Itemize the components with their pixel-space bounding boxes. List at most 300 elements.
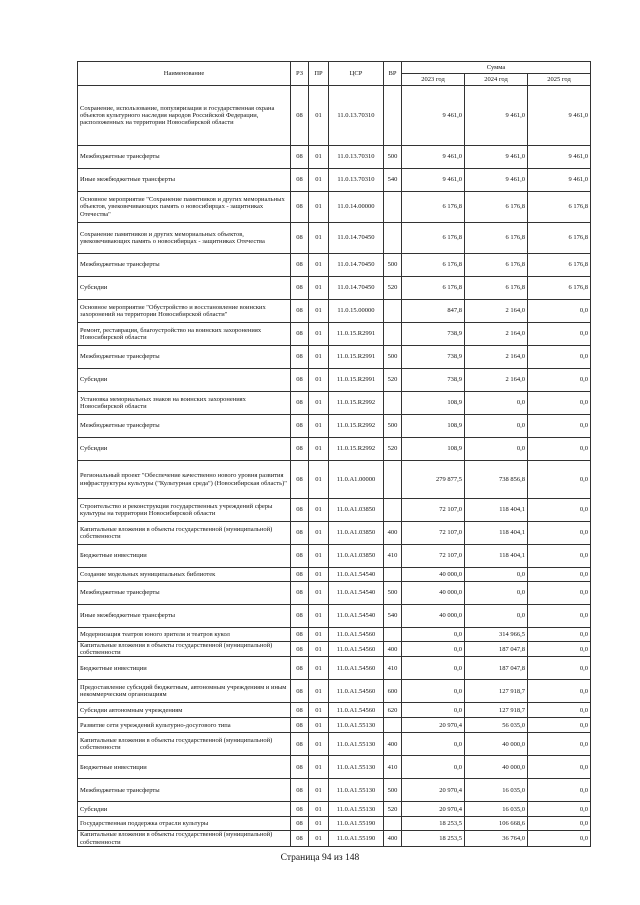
row-rz-cell: 08 [291,323,309,346]
row-csr-cell: 11.0.14.00000 [329,192,384,223]
row-csr-cell: 11.0.A1.55130 [329,733,384,756]
row-vr-cell: 520 [384,438,402,461]
row-name-cell: Субсидии [78,277,291,300]
row-vr-cell: 400 [384,522,402,545]
table-row [78,346,591,369]
row-sum-2025-cell: 6 176,8 [528,192,591,223]
row-sum-2025-cell: 0,0 [528,415,591,438]
row-sum-2024-cell: 127 918,7 [465,680,528,703]
row-vr-cell: 410 [384,756,402,779]
row-vr-cell: 500 [384,146,402,169]
row-rz-cell: 08 [291,300,309,323]
table-row [78,223,591,254]
row-sum-2023-cell: 18 253,5 [402,817,465,831]
row-name-cell: Предоставление субсидий бюджетным, автономным учреждениям и иным некоммерческим организациям [78,680,291,703]
row-sum-2023-cell: 72 107,0 [402,522,465,545]
row-pr-cell: 01 [309,223,329,254]
row-sum-2024-cell: 187 047,8 [465,657,528,680]
row-rz-cell: 08 [291,817,309,831]
row-sum-2023-cell: 6 176,8 [402,223,465,254]
row-sum-2024-cell: 6 176,8 [465,223,528,254]
row-sum-2023-cell: 108,9 [402,438,465,461]
row-sum-2025-cell: 9 461,0 [528,86,591,146]
row-sum-2024-cell: 118 404,1 [465,522,528,545]
row-sum-2025-cell: 0,0 [528,392,591,415]
table-row [78,323,591,346]
row-name-cell: Сохранение памятников и других мемориальных объектов, увековечивающих память о новосибирцах - защитниках Отечества [78,223,291,254]
row-csr-cell: 11.0.15.R2991 [329,323,384,346]
row-csr-cell: 11.0.A1.54560 [329,657,384,680]
row-name-cell: Межбюджетные трансферты [78,779,291,802]
row-sum-2025-cell: 0,0 [528,831,591,846]
row-name-cell: Основное мероприятие "Обустройство и восстановление воинских захоронений на территории Новосибирской области" [78,300,291,323]
row-sum-2025-cell: 0,0 [528,582,591,605]
row-sum-2023-cell: 738,9 [402,369,465,392]
row-csr-cell: 11.0.A1.55190 [329,817,384,831]
row-sum-2025-cell: 0,0 [528,657,591,680]
row-pr-cell: 01 [309,779,329,802]
table-row [78,300,591,323]
row-pr-cell: 01 [309,582,329,605]
table-row [78,438,591,461]
row-rz-cell: 08 [291,369,309,392]
row-pr-cell: 01 [309,499,329,522]
table-row [78,802,591,817]
row-pr-cell: 01 [309,369,329,392]
header-pr: ПР [309,62,329,86]
row-vr-cell: 400 [384,733,402,756]
row-pr-cell: 01 [309,277,329,300]
row-vr-cell [384,628,402,642]
row-vr-cell [384,300,402,323]
table-row [78,756,591,779]
row-vr-cell: 600 [384,680,402,703]
row-sum-2024-cell: 118 404,1 [465,499,528,522]
row-csr-cell: 11.0.15.R2992 [329,392,384,415]
row-sum-2023-cell: 72 107,0 [402,545,465,568]
row-sum-2023-cell: 108,9 [402,392,465,415]
row-sum-2025-cell: 0,0 [528,499,591,522]
row-csr-cell: 11.0.13.70310 [329,169,384,192]
row-csr-cell: 11.0.15.R2991 [329,369,384,392]
header-csr: ЦСР [329,62,384,86]
row-rz-cell: 08 [291,733,309,756]
row-rz-cell: 08 [291,415,309,438]
header-vr: ВР [384,62,402,86]
row-sum-2024-cell: 127 918,7 [465,703,528,718]
row-rz-cell: 08 [291,756,309,779]
page-number: Страница 94 из 148 [280,853,360,863]
row-sum-2024-cell: 40 000,0 [465,756,528,779]
table-row [78,522,591,545]
row-vr-cell: 520 [384,802,402,817]
row-csr-cell: 11.0.A1.00000 [329,461,384,499]
row-sum-2024-cell: 2 164,0 [465,323,528,346]
row-vr-cell: 540 [384,605,402,628]
row-csr-cell: 11.0.A1.03850 [329,499,384,522]
row-csr-cell: 11.0.14.70450 [329,277,384,300]
row-sum-2025-cell: 6 176,8 [528,254,591,277]
row-vr-cell: 620 [384,703,402,718]
row-rz-cell: 08 [291,461,309,499]
row-sum-2023-cell: 847,8 [402,300,465,323]
row-csr-cell: 11.0.A1.55130 [329,718,384,733]
row-name-cell: Создание модельных муниципальных библиотек [78,568,291,582]
row-rz-cell: 08 [291,86,309,146]
row-sum-2023-cell: 9 461,0 [402,169,465,192]
row-sum-2024-cell: 106 668,6 [465,817,528,831]
row-pr-cell: 01 [309,802,329,817]
row-rz-cell: 08 [291,277,309,300]
row-sum-2025-cell: 9 461,0 [528,169,591,192]
row-csr-cell: 11.0.A1.55130 [329,802,384,817]
row-sum-2023-cell: 6 176,8 [402,254,465,277]
row-sum-2025-cell: 0,0 [528,802,591,817]
row-pr-cell: 01 [309,192,329,223]
row-csr-cell: 11.0.A1.55190 [329,831,384,846]
row-pr-cell: 01 [309,817,329,831]
row-vr-cell: 500 [384,779,402,802]
row-sum-2025-cell: 0,0 [528,369,591,392]
row-sum-2025-cell: 0,0 [528,628,591,642]
row-sum-2023-cell: 0,0 [402,733,465,756]
row-name-cell: Основное мероприятие "Сохранение памятников и других мемориальных объектов, увековечивающих память о новосибирцах - защитниках Отечества" [78,192,291,223]
row-rz-cell: 08 [291,545,309,568]
row-vr-cell: 410 [384,657,402,680]
row-vr-cell [384,86,402,146]
row-rz-cell: 08 [291,605,309,628]
table-row [78,657,591,680]
row-vr-cell [384,392,402,415]
table-row [78,499,591,522]
header-name: Наименование [78,62,291,86]
header-2023: 2023 год [402,74,465,86]
row-sum-2025-cell: 0,0 [528,733,591,756]
row-sum-2024-cell: 0,0 [465,415,528,438]
row-sum-2023-cell: 0,0 [402,756,465,779]
row-sum-2024-cell: 0,0 [465,605,528,628]
row-name-cell: Межбюджетные трансферты [78,254,291,277]
row-sum-2024-cell: 0,0 [465,392,528,415]
row-name-cell: Субсидии автономным учреждениям [78,703,291,718]
row-sum-2024-cell: 2 164,0 [465,300,528,323]
row-pr-cell: 01 [309,461,329,499]
row-sum-2023-cell: 108,9 [402,415,465,438]
header-2025: 2025 год [528,74,591,86]
row-csr-cell: 11.0.15.R2992 [329,415,384,438]
row-rz-cell: 08 [291,680,309,703]
table-row [78,568,591,582]
table-row [78,779,591,802]
row-pr-cell: 01 [309,254,329,277]
row-name-cell: Строительство и реконструкция государственных учреждений сферы культуры на территории Новосибирской области [78,499,291,522]
row-pr-cell: 01 [309,642,329,657]
row-name-cell: Субсидии [78,802,291,817]
row-csr-cell: 11.0.A1.54560 [329,642,384,657]
row-sum-2025-cell: 0,0 [528,522,591,545]
row-sum-2024-cell: 314 966,5 [465,628,528,642]
row-csr-cell: 11.0.A1.54560 [329,680,384,703]
row-name-cell: Капитальные вложения в объекты государственной (муниципальной) собственности [78,642,291,657]
row-vr-cell: 520 [384,277,402,300]
row-vr-cell [384,223,402,254]
row-pr-cell: 01 [309,733,329,756]
row-name-cell: Межбюджетные трансферты [78,146,291,169]
row-csr-cell: 11.0.A1.54560 [329,703,384,718]
row-name-cell: Межбюджетные трансферты [78,346,291,369]
table-row [78,831,591,846]
row-name-cell: Бюджетные инвестиции [78,657,291,680]
row-sum-2023-cell: 0,0 [402,628,465,642]
row-name-cell: Капитальные вложения в объекты государственной (муниципальной) собственности [78,522,291,545]
row-name-cell: Региональный проект "Обеспечение качественно нового уровня развития инфраструктуры культуры ("Культурная среда") (Новосибирская область)" [78,461,291,499]
row-vr-cell [384,817,402,831]
header-2024: 2024 год [465,74,528,86]
row-sum-2023-cell: 18 253,5 [402,831,465,846]
row-sum-2024-cell: 16 035,0 [465,779,528,802]
row-name-cell: Субсидии [78,438,291,461]
row-sum-2025-cell: 0,0 [528,438,591,461]
table-row [78,718,591,733]
row-sum-2023-cell: 6 176,8 [402,277,465,300]
row-sum-2025-cell: 0,0 [528,568,591,582]
row-csr-cell: 11.0.A1.55130 [329,779,384,802]
row-csr-cell: 11.0.A1.54540 [329,605,384,628]
row-rz-cell: 08 [291,568,309,582]
table-row [78,703,591,718]
table-row [78,461,591,499]
row-sum-2024-cell: 9 461,0 [465,86,528,146]
row-csr-cell: 11.0.A1.55130 [329,756,384,779]
row-sum-2025-cell: 0,0 [528,703,591,718]
row-rz-cell: 08 [291,146,309,169]
row-sum-2023-cell: 738,9 [402,323,465,346]
row-pr-cell: 01 [309,392,329,415]
row-sum-2023-cell: 738,9 [402,346,465,369]
table-row [78,369,591,392]
row-vr-cell [384,323,402,346]
table-row [78,146,591,169]
row-csr-cell: 11.0.15.00000 [329,300,384,323]
row-pr-cell: 01 [309,703,329,718]
row-vr-cell: 500 [384,415,402,438]
row-sum-2024-cell: 36 764,0 [465,831,528,846]
table-row [78,680,591,703]
row-sum-2024-cell: 6 176,8 [465,192,528,223]
row-sum-2023-cell: 72 107,0 [402,499,465,522]
row-csr-cell: 11.0.14.70450 [329,223,384,254]
table-row [78,86,591,146]
row-sum-2023-cell: 0,0 [402,680,465,703]
row-name-cell: Межбюджетные трансферты [78,582,291,605]
header-sum: Сумма [402,62,591,74]
row-pr-cell: 01 [309,831,329,846]
row-vr-cell: 500 [384,346,402,369]
table-row [78,582,591,605]
row-rz-cell: 08 [291,779,309,802]
row-sum-2025-cell: 0,0 [528,680,591,703]
row-rz-cell: 08 [291,831,309,846]
row-sum-2024-cell: 2 164,0 [465,369,528,392]
row-sum-2023-cell: 279 877,5 [402,461,465,499]
row-rz-cell: 08 [291,582,309,605]
row-rz-cell: 08 [291,657,309,680]
row-rz-cell: 08 [291,223,309,254]
row-sum-2024-cell: 9 461,0 [465,146,528,169]
row-rz-cell: 08 [291,499,309,522]
table-row [78,545,591,568]
row-sum-2023-cell: 9 461,0 [402,86,465,146]
row-pr-cell: 01 [309,522,329,545]
row-pr-cell: 01 [309,605,329,628]
row-sum-2024-cell: 118 404,1 [465,545,528,568]
row-vr-cell [384,461,402,499]
header-rz: РЗ [291,62,309,86]
row-vr-cell: 410 [384,545,402,568]
row-sum-2024-cell: 0,0 [465,438,528,461]
row-csr-cell: 11.0.13.70310 [329,146,384,169]
row-sum-2025-cell: 0,0 [528,642,591,657]
row-sum-2025-cell: 0,0 [528,346,591,369]
row-sum-2025-cell: 0,0 [528,779,591,802]
row-pr-cell: 01 [309,568,329,582]
table-row [78,642,591,657]
row-vr-cell [384,499,402,522]
table-row [78,169,591,192]
row-name-cell: Установка мемориальных знаков на воинских захоронениях Новосибирской области [78,392,291,415]
row-sum-2025-cell: 9 461,0 [528,146,591,169]
row-sum-2024-cell: 2 164,0 [465,346,528,369]
row-csr-cell: 11.0.A1.54540 [329,568,384,582]
row-pr-cell: 01 [309,545,329,568]
row-sum-2025-cell: 0,0 [528,323,591,346]
row-sum-2024-cell: 0,0 [465,582,528,605]
row-sum-2024-cell: 187 047,8 [465,642,528,657]
row-sum-2025-cell: 0,0 [528,817,591,831]
row-vr-cell [384,718,402,733]
row-sum-2024-cell: 6 176,8 [465,277,528,300]
row-rz-cell: 08 [291,522,309,545]
row-sum-2024-cell: 9 461,0 [465,169,528,192]
row-name-cell: Капитальные вложения в объекты государственной (муниципальной) собственности [78,733,291,756]
row-sum-2024-cell: 16 035,0 [465,802,528,817]
table-row [78,817,591,831]
row-name-cell: Субсидии [78,369,291,392]
row-sum-2024-cell: 738 856,8 [465,461,528,499]
row-csr-cell: 11.0.13.70310 [329,86,384,146]
row-sum-2023-cell: 20 970,4 [402,802,465,817]
row-name-cell: Иные межбюджетные трансферты [78,605,291,628]
row-pr-cell: 01 [309,346,329,369]
row-pr-cell: 01 [309,86,329,146]
row-rz-cell: 08 [291,703,309,718]
row-pr-cell: 01 [309,438,329,461]
row-pr-cell: 01 [309,169,329,192]
row-pr-cell: 01 [309,415,329,438]
row-sum-2025-cell: 6 176,8 [528,223,591,254]
row-name-cell: Капитальные вложения в объекты государственной (муниципальной) собственности [78,831,291,846]
row-sum-2023-cell: 40 000,0 [402,568,465,582]
row-sum-2023-cell: 20 970,4 [402,779,465,802]
row-rz-cell: 08 [291,628,309,642]
row-sum-2025-cell: 6 176,8 [528,277,591,300]
row-sum-2025-cell: 0,0 [528,605,591,628]
row-name-cell: Бюджетные инвестиции [78,756,291,779]
row-pr-cell: 01 [309,300,329,323]
row-rz-cell: 08 [291,169,309,192]
row-vr-cell: 500 [384,254,402,277]
row-rz-cell: 08 [291,346,309,369]
row-sum-2023-cell: 20 970,4 [402,718,465,733]
row-rz-cell: 08 [291,192,309,223]
row-sum-2024-cell: 6 176,8 [465,254,528,277]
row-vr-cell: 520 [384,369,402,392]
row-sum-2024-cell: 56 035,0 [465,718,528,733]
row-rz-cell: 08 [291,392,309,415]
row-vr-cell [384,192,402,223]
row-sum-2024-cell: 0,0 [465,568,528,582]
row-vr-cell [384,568,402,582]
row-vr-cell: 500 [384,582,402,605]
row-pr-cell: 01 [309,628,329,642]
table-row [78,277,591,300]
row-sum-2025-cell: 0,0 [528,756,591,779]
row-pr-cell: 01 [309,680,329,703]
table-row [78,192,591,223]
row-pr-cell: 01 [309,756,329,779]
row-name-cell: Модернизация театров юного зрителя и театров кукол [78,628,291,642]
row-vr-cell: 540 [384,169,402,192]
row-csr-cell: 11.0.A1.03850 [329,522,384,545]
row-csr-cell: 11.0.A1.54540 [329,582,384,605]
table-row [78,605,591,628]
table-row [78,392,591,415]
row-sum-2025-cell: 0,0 [528,545,591,568]
table-row [78,254,591,277]
row-pr-cell: 01 [309,657,329,680]
row-csr-cell: 11.0.15.R2992 [329,438,384,461]
row-sum-2023-cell: 0,0 [402,703,465,718]
row-name-cell: Развитие сети учреждений культурно-досугового типа [78,718,291,733]
row-sum-2023-cell: 6 176,8 [402,192,465,223]
row-sum-2023-cell: 9 461,0 [402,146,465,169]
table-row [78,415,591,438]
row-sum-2025-cell: 0,0 [528,461,591,499]
row-name-cell: Сохранение, использование, популяризация и государственная охрана объектов культурного наследия народов Российской Федерации, расположенных на территории Новосибирской области [78,86,291,146]
row-pr-cell: 01 [309,718,329,733]
row-vr-cell: 400 [384,831,402,846]
row-name-cell: Иные межбюджетные трансферты [78,169,291,192]
row-pr-cell: 01 [309,146,329,169]
row-vr-cell: 400 [384,642,402,657]
row-csr-cell: 11.0.15.R2991 [329,346,384,369]
row-name-cell: Бюджетные инвестиции [78,545,291,568]
row-rz-cell: 08 [291,642,309,657]
row-pr-cell: 01 [309,323,329,346]
row-name-cell: Ремонт, реставрация, благоустройство на воинских захоронениях Новосибирской области [78,323,291,346]
table-body [78,86,591,847]
row-csr-cell: 11.0.A1.03850 [329,545,384,568]
row-sum-2023-cell: 0,0 [402,642,465,657]
row-sum-2023-cell: 40 000,0 [402,605,465,628]
row-sum-2023-cell: 40 000,0 [402,582,465,605]
row-csr-cell: 11.0.A1.54560 [329,628,384,642]
row-csr-cell: 11.0.14.70450 [329,254,384,277]
row-sum-2023-cell: 0,0 [402,657,465,680]
row-name-cell: Межбюджетные трансферты [78,415,291,438]
table-row [78,628,591,642]
budget-table [77,61,591,847]
